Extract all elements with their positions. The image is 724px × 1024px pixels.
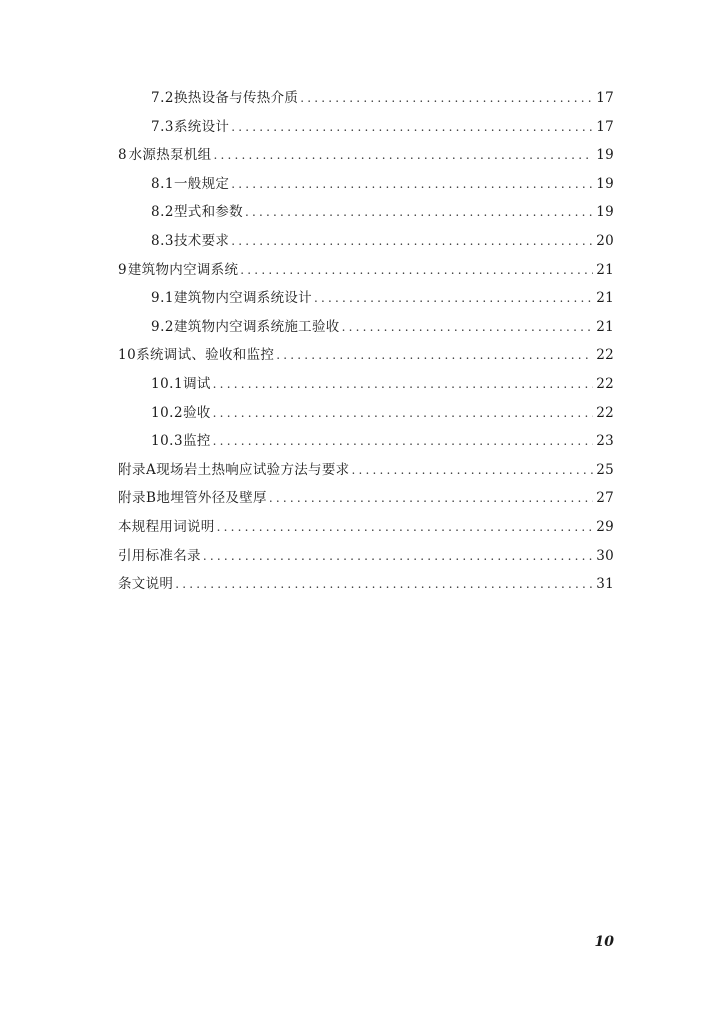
toc-backmatter-title: 引用标准名录	[118, 547, 201, 564]
toc-section-number: 7.3	[151, 118, 174, 135]
toc-entry[interactable]	[0, 172, 724, 201]
toc-chapter-title: 建筑物内空调系统	[127, 261, 239, 278]
toc-page-number: 29	[596, 518, 614, 535]
toc-chapter-title: 系统调试、验收和监控	[136, 347, 275, 364]
toc-appendix-label: 附录A	[118, 461, 157, 478]
toc-section-number: 10.1	[151, 375, 184, 392]
toc-appendix-label: 附录B	[118, 490, 157, 507]
toc-page-number: 25	[596, 461, 614, 478]
toc-dot-leader	[175, 577, 593, 591]
toc-section-title: 系统设计	[173, 118, 230, 135]
toc-page-number: 22	[596, 404, 614, 421]
toc-dot-leader	[213, 377, 594, 391]
toc-page-number: 21	[596, 290, 614, 307]
toc-dot-leader	[245, 205, 593, 219]
toc-entry[interactable]	[0, 429, 724, 458]
toc-page-number: 20	[596, 232, 614, 249]
toc-dot-leader	[217, 520, 594, 534]
toc-page-number: 23	[596, 433, 614, 450]
toc-chapter-title: 水源热泵机组	[128, 147, 212, 164]
toc-page-number: 19	[596, 204, 614, 221]
toc-dot-leader	[231, 234, 593, 248]
toc-entry[interactable]	[0, 229, 724, 258]
toc-chapter-number: 8	[118, 147, 128, 164]
toc-page-number: 19	[596, 175, 614, 192]
toc-section-title: 换热设备与传热介质	[173, 90, 299, 106]
toc-entry[interactable]	[0, 401, 724, 430]
toc-chapter-number: 9	[118, 261, 128, 278]
toc-page-number: 17	[596, 90, 614, 106]
toc-backmatter-title: 条文说明	[118, 576, 174, 593]
toc-section-number: 8.2	[151, 204, 174, 221]
toc-entry[interactable]	[0, 515, 724, 544]
toc-dot-leader	[213, 434, 594, 448]
toc-dot-leader	[213, 406, 594, 420]
toc-appendix-title: 现场岩土热响应试验方法与要求	[156, 461, 350, 478]
toc-entry[interactable]	[0, 258, 724, 287]
toc-dot-leader	[203, 549, 593, 563]
toc-page-number: 22	[596, 347, 614, 364]
toc-section-number: 9.1	[151, 290, 174, 307]
toc-entry[interactable]	[0, 544, 724, 573]
toc-section-title: 监控	[183, 433, 211, 450]
toc-section-title: 调试	[183, 375, 211, 392]
toc-page-number: 22	[596, 375, 614, 392]
toc-page-number: 27	[596, 490, 614, 507]
toc-entry[interactable]	[0, 200, 724, 229]
toc-section-number: 8.3	[151, 232, 174, 249]
table-of-contents	[0, 86, 724, 601]
toc-entry[interactable]	[0, 115, 724, 144]
toc-chapter-number: 10	[118, 347, 137, 364]
toc-section-title: 型式和参数	[173, 204, 243, 221]
toc-entry[interactable]	[0, 143, 724, 172]
toc-section-number: 8.1	[151, 175, 174, 192]
toc-page-number: 19	[596, 147, 614, 164]
toc-dot-leader	[231, 177, 593, 191]
toc-entry[interactable]	[0, 572, 724, 601]
toc-dot-leader	[213, 148, 593, 162]
toc-page-number: 21	[596, 261, 614, 278]
toc-backmatter-title: 本规程用词说明	[118, 518, 215, 535]
toc-dot-leader	[300, 91, 593, 105]
toc-page-number: 30	[596, 547, 614, 564]
page-number: 10	[594, 934, 614, 950]
toc-section-title: 一般规定	[173, 175, 230, 192]
toc-page-number: 21	[596, 318, 614, 335]
toc-entry[interactable]	[0, 372, 724, 401]
toc-section-number: 7.2	[151, 90, 174, 106]
toc-dot-leader	[231, 120, 593, 134]
toc-entry[interactable]	[0, 343, 724, 372]
toc-entry[interactable]	[0, 286, 724, 315]
toc-section-title: 建筑物内空调系统设计	[173, 290, 312, 307]
toc-dot-leader	[276, 348, 593, 362]
toc-dot-leader	[351, 463, 593, 477]
toc-page-number: 31	[596, 576, 614, 593]
toc-section-title: 验收	[183, 404, 211, 421]
toc-entry[interactable]	[0, 86, 724, 115]
toc-section-title: 技术要求	[173, 232, 230, 249]
toc-section-title: 建筑物内空调系统施工验收	[173, 318, 340, 335]
toc-entry[interactable]	[0, 486, 724, 515]
toc-section-number: 10.2	[151, 404, 184, 421]
toc-dot-leader	[342, 320, 594, 334]
toc-page-number: 17	[596, 118, 614, 135]
toc-dot-leader	[240, 263, 593, 277]
toc-dot-leader	[314, 291, 593, 305]
toc-section-number: 9.2	[151, 318, 174, 335]
toc-entry[interactable]	[0, 458, 724, 487]
toc-appendix-title: 地埋管外径及壁厚	[156, 490, 267, 507]
toc-entry[interactable]	[0, 315, 724, 344]
toc-dot-leader	[269, 491, 593, 505]
toc-section-number: 10.3	[151, 433, 184, 450]
